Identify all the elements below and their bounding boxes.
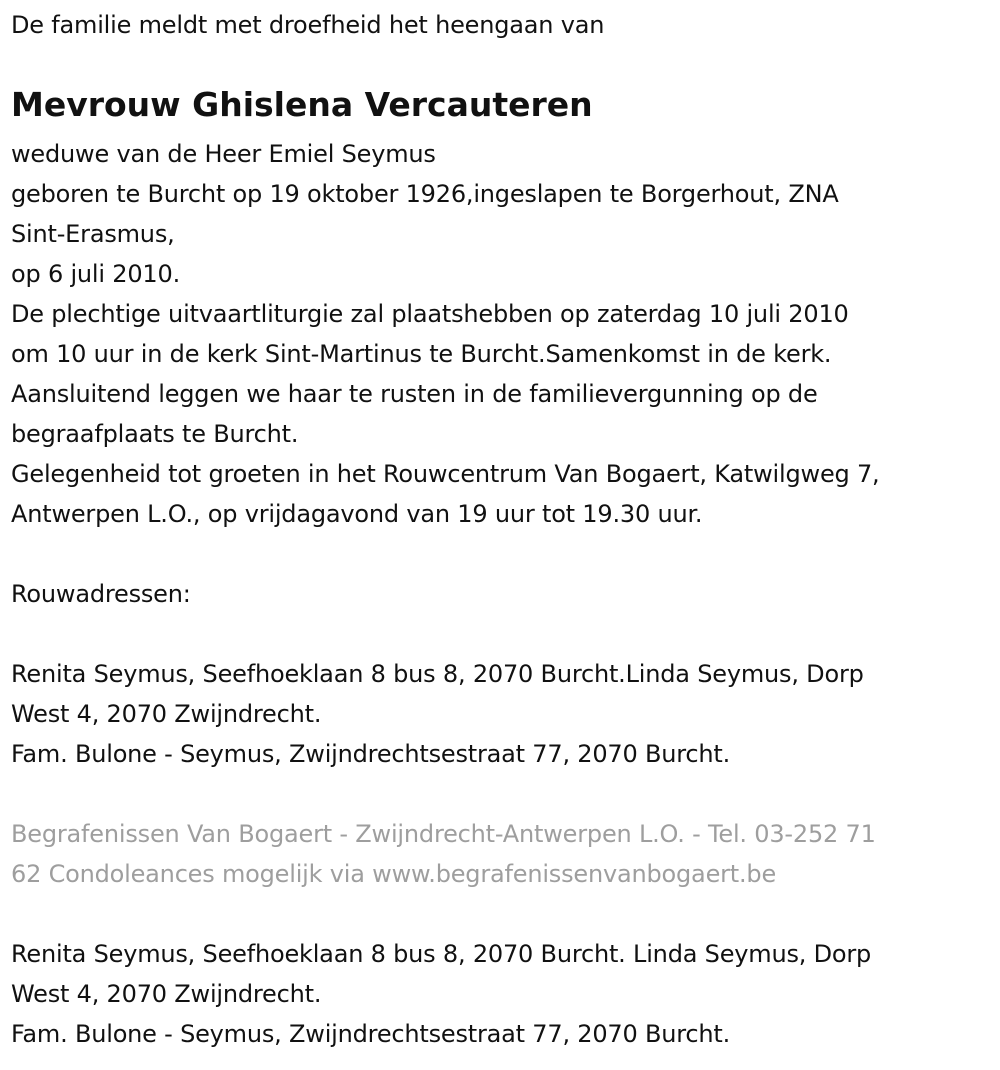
detail-line: Aansluitend leggen we haar te rusten in de familievergunning op de	[11, 380, 818, 408]
address-line: Renita Seymus, Seefhoeklaan 8 bus 8, 2070 Burcht. Linda Seymus, Dorp	[11, 940, 872, 968]
detail-line: Antwerpen L.O., op vrijdagavond van 19 uur tot 19.30 uur.	[11, 500, 703, 528]
detail-line: Sint-Erasmus,	[11, 220, 175, 248]
details-block	[11, 134, 879, 534]
detail-line: om 10 uur in de kerk Sint-Martinus te Burcht.Samenkomst in de kerk.	[11, 340, 832, 368]
address-line: Fam. Bulone - Seymus, Zwijndrechtsestraat 77, 2070 Burcht.	[11, 740, 731, 768]
detail-line: Gelegenheid tot groeten in het Rouwcentrum Van Bogaert, Katwilgweg 7,	[11, 460, 880, 488]
addresses-heading: Rouwadressen:	[11, 580, 191, 608]
detail-line: op 6 juli 2010.	[11, 260, 180, 288]
address-line: West 4, 2070 Zwijndrecht.	[11, 700, 322, 728]
addresses-repeat-block	[11, 934, 871, 1054]
addresses-heading-block	[11, 574, 191, 614]
detail-line: begraafplaats te Burcht.	[11, 420, 299, 448]
addresses-block	[11, 654, 864, 774]
funeral-home-block	[11, 814, 876, 894]
deceased-name: Mevrouw Ghislena Vercauteren	[11, 85, 593, 124]
funeral-home-line: Begrafenissen Van Bogaert - Zwijndrecht-Antwerpen L.O. - Tel. 03-252 71	[11, 820, 876, 848]
intro-text: De familie meldt met droefheid het heengaan van	[11, 11, 605, 39]
detail-line: geboren te Burcht op 19 oktober 1926,ingeslapen te Borgerhout, ZNA	[11, 180, 839, 208]
detail-line: De plechtige uitvaartliturgie zal plaatshebben op zaterdag 10 juli 2010	[11, 300, 849, 328]
detail-line: weduwe van de Heer Emiel Seymus	[11, 140, 436, 168]
funeral-home-line: 62 Condoleances mogelijk via www.begrafenissenvanbogaert.be	[11, 860, 777, 888]
address-line: Renita Seymus, Seefhoeklaan 8 bus 8, 2070 Burcht.Linda Seymus, Dorp	[11, 660, 864, 688]
address-line: West 4, 2070 Zwijndrecht.	[11, 980, 322, 1008]
address-line: Fam. Bulone - Seymus, Zwijndrechtsestraat 77, 2070 Burcht.	[11, 1020, 731, 1048]
